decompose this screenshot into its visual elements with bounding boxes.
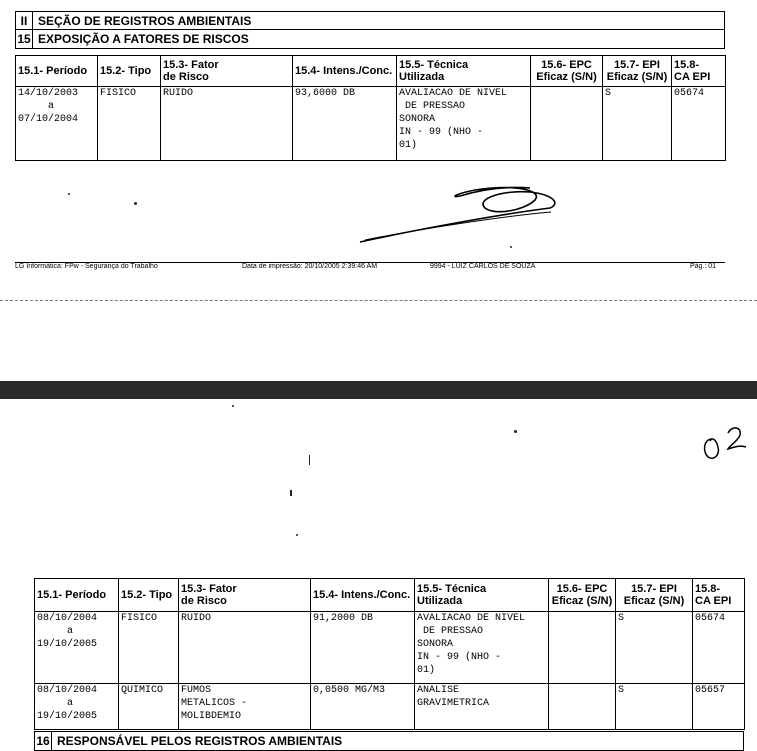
cell-tecnica: AVALIACAO DE NIVEL DE PRESSAO SONORA IN - 99 (NHO - 01) bbox=[415, 612, 549, 684]
table-row bbox=[35, 612, 745, 684]
header-epc: 15.6- EPC Eficaz (S/N) bbox=[549, 579, 616, 612]
scan-speck bbox=[309, 455, 310, 465]
section-ii-number: II bbox=[16, 12, 33, 29]
footer-page: Pág.: 01 bbox=[690, 263, 717, 270]
cell-fator: RUIDO bbox=[161, 87, 293, 161]
section-16-title: RESPONSÁVEL PELOS REGISTROS AMBIENTAIS bbox=[57, 734, 343, 748]
scan-speck bbox=[232, 405, 234, 407]
signature-image bbox=[355, 180, 565, 250]
header-tecnica: 15.5- Técnica Utilizada bbox=[397, 56, 531, 87]
cell-intens: 91,2000 DB bbox=[311, 612, 415, 684]
header-fator: 15.3- Fator de Risco bbox=[179, 579, 311, 612]
header-intens: 15.4- Intens./Conc. bbox=[293, 56, 397, 87]
cell-epi: S bbox=[603, 87, 672, 161]
header-intens: 15.4- Intens./Conc. bbox=[311, 579, 415, 612]
cell-tipo: FISICO bbox=[98, 87, 161, 161]
cell-epc bbox=[531, 87, 603, 161]
cell-epc bbox=[549, 684, 616, 730]
cell-tipo: FISICO bbox=[119, 612, 179, 684]
section-15-title: EXPOSIÇÃO A FATORES DE RISCOS bbox=[38, 32, 249, 46]
table-row bbox=[35, 684, 745, 730]
cell-epi: S bbox=[616, 684, 693, 730]
header-periodo: 15.1- Período bbox=[35, 579, 119, 612]
scan-speck bbox=[68, 193, 70, 195]
header-ca: 15.8- CA EPI bbox=[693, 579, 745, 612]
header-tipo: 15.2- Tipo bbox=[98, 56, 161, 87]
risk-table-page1 bbox=[15, 55, 726, 161]
scan-speck bbox=[296, 534, 298, 536]
footer-print-date: Data de impressão: 20/10/2005 2:39:46 AM bbox=[242, 263, 378, 270]
cell-ca: 05657 bbox=[693, 684, 745, 730]
section-16-number: 16 bbox=[35, 732, 52, 750]
scan-speck bbox=[514, 430, 517, 433]
header-epi: 15.7- EPI Eficaz (S/N) bbox=[616, 579, 693, 612]
cell-fator: FUMOS METALICOS - MOLIBDEMIO bbox=[179, 684, 311, 730]
cell-periodo: 08/10/2004 a 19/10/2005 bbox=[35, 684, 119, 730]
handwritten-page-number bbox=[700, 425, 750, 465]
cell-tipo: QUIMICO bbox=[119, 684, 179, 730]
header-periodo: 15.1- Período bbox=[16, 56, 98, 87]
risk-table-page2 bbox=[34, 578, 745, 730]
header-tipo: 15.2- Tipo bbox=[119, 579, 179, 612]
scan-speck bbox=[510, 246, 512, 248]
cell-epc bbox=[549, 612, 616, 684]
header-ca: 15.8- CA EPI bbox=[672, 56, 726, 87]
header-tecnica: 15.5- Técnica Utilizada bbox=[415, 579, 549, 612]
cell-epi: S bbox=[616, 612, 693, 684]
scan-speck bbox=[134, 202, 137, 205]
header-fator: 15.3- Fator de Risco bbox=[161, 56, 293, 87]
scan-separator-band bbox=[0, 381, 757, 399]
table-row bbox=[16, 87, 726, 161]
section-ii-header bbox=[15, 11, 725, 30]
cell-periodo: 14/10/2003 a 07/10/2004 bbox=[16, 87, 98, 161]
section-15-header bbox=[15, 29, 725, 49]
cell-fator: RUIDO bbox=[179, 612, 311, 684]
scan-dash-line bbox=[0, 300, 757, 301]
cell-intens: 93,6000 DB bbox=[293, 87, 397, 161]
footer-company: LG Informática: FPw - Segurança do Trabalho bbox=[15, 263, 158, 270]
cell-ca: 05674 bbox=[672, 87, 726, 161]
header-epc: 15.6- EPC Eficaz (S/N) bbox=[531, 56, 603, 87]
cell-periodo: 08/10/2004 a 19/10/2005 bbox=[35, 612, 119, 684]
section-15-number: 15 bbox=[16, 30, 33, 48]
cell-tecnica: ANALISE GRAVIMETRICA bbox=[415, 684, 549, 730]
header-epi: 15.7- EPI Eficaz (S/N) bbox=[603, 56, 672, 87]
section-ii-title: SEÇÃO DE REGISTROS AMBIENTAIS bbox=[38, 14, 252, 28]
section-16-header-partial bbox=[34, 731, 744, 751]
cell-intens: 0,0500 MG/M3 bbox=[311, 684, 415, 730]
cell-tecnica: AVALIACAO DE NIVEL DE PRESSAO SONORA IN - 99 (NHO - 01) bbox=[397, 87, 531, 161]
scan-speck bbox=[290, 490, 292, 496]
footer-responsible: 9994 - LUIZ CARLOS DE SOUZA bbox=[430, 263, 536, 270]
cell-ca: 05674 bbox=[693, 612, 745, 684]
